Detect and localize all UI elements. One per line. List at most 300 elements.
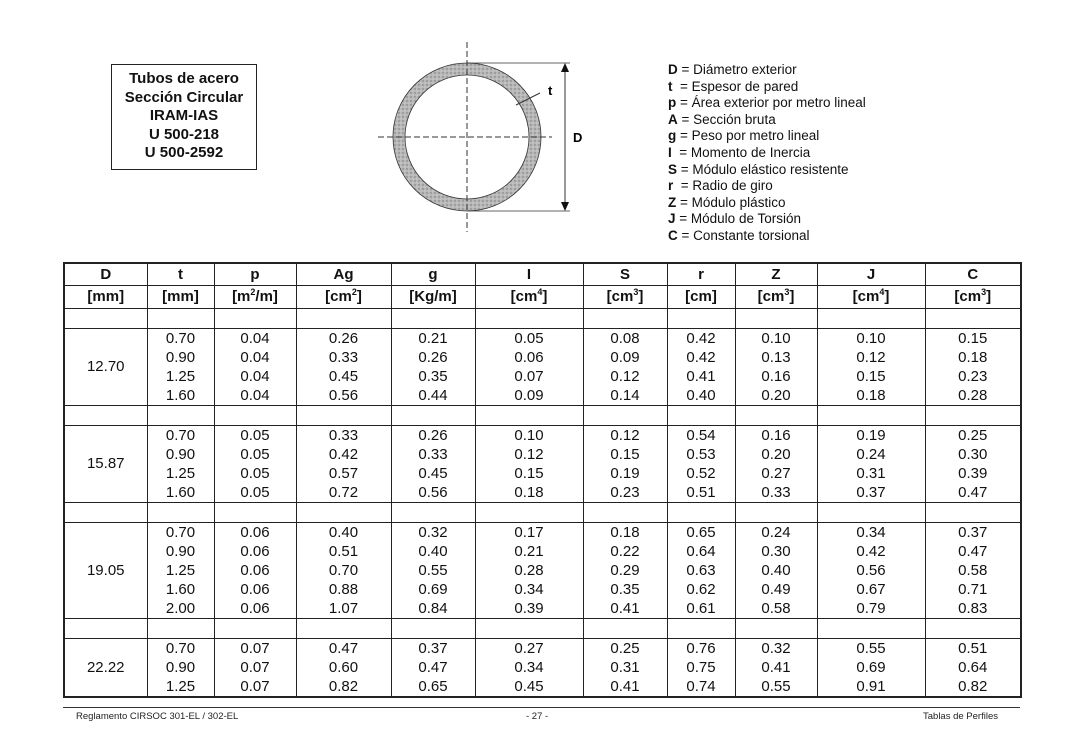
legend-text: = Momento de Inercia [675, 144, 811, 160]
value-cell: 0.04 [214, 367, 296, 386]
spacer-cell [475, 406, 583, 426]
value-cell: 0.42 [667, 329, 735, 349]
value-cell: 0.82 [296, 677, 391, 697]
spacer-cell [391, 406, 475, 426]
spacer-cell [475, 619, 583, 639]
value-cell: 0.26 [391, 426, 475, 446]
title-line: Tubos de acero [129, 70, 239, 87]
title-line: U 500-2592 [144, 144, 224, 161]
legend-item [668, 178, 866, 195]
value-cell: 0.09 [475, 386, 583, 406]
value-cell: 0.06 [475, 348, 583, 367]
unit-base: [cm [510, 288, 538, 305]
spacer-cell [925, 309, 1021, 329]
value-cell: 0.23 [925, 367, 1021, 386]
value-cell: 0.70 [147, 329, 214, 349]
value-cell: 0.06 [214, 561, 296, 580]
value-cell: 0.05 [214, 483, 296, 503]
value-cell: 0.67 [817, 580, 925, 599]
value-cell: 0.19 [583, 464, 667, 483]
title-line: IRAM-IAS [149, 107, 219, 124]
spacer-cell [64, 309, 147, 329]
unit-exponent: 4 [537, 287, 543, 297]
value-cell: 0.12 [583, 426, 667, 446]
value-cell: 1.25 [147, 367, 214, 386]
spacer-cell [925, 406, 1021, 426]
legend-symbol: I [668, 144, 672, 160]
value-cell: 0.72 [296, 483, 391, 503]
legend-item [668, 195, 866, 212]
value-cell: 0.05 [475, 329, 583, 349]
diameter-cell: 15.87 [64, 426, 147, 503]
spacer-cell [391, 309, 475, 329]
spacer-cell [147, 309, 214, 329]
title-box [111, 64, 257, 170]
legend-text: = Peso por metro lineal [680, 128, 820, 144]
value-cell: 0.69 [391, 580, 475, 599]
value-cell: 0.39 [475, 599, 583, 619]
value-cell: 0.15 [475, 464, 583, 483]
footer-rule [63, 707, 1020, 708]
value-cell: 0.07 [475, 367, 583, 386]
unit-cell [296, 286, 391, 309]
unit-exponent: 3 [633, 287, 639, 297]
value-cell: 0.42 [817, 542, 925, 561]
value-cell: 0.07 [214, 639, 296, 659]
table-row [64, 483, 1021, 503]
spacer-row [64, 309, 1021, 329]
unit-exponent: 2 [351, 287, 357, 297]
header-row [64, 263, 1021, 286]
spacer-cell [147, 503, 214, 523]
legend-text: = Sección bruta [681, 111, 776, 127]
value-cell: 0.10 [817, 329, 925, 349]
value-cell: 1.60 [147, 483, 214, 503]
value-cell: 0.65 [667, 523, 735, 543]
table-row [64, 348, 1021, 367]
value-cell: 0.05 [214, 445, 296, 464]
value-cell: 0.30 [735, 542, 817, 561]
table-row [64, 445, 1021, 464]
value-cell: 0.12 [475, 445, 583, 464]
value-cell: 0.51 [667, 483, 735, 503]
spacer-cell [925, 619, 1021, 639]
spacer-cell [147, 406, 214, 426]
column-header: g [391, 263, 475, 286]
value-cell: 0.23 [583, 483, 667, 503]
column-header: Z [735, 263, 817, 286]
value-cell: 0.26 [296, 329, 391, 349]
spacer-cell [817, 619, 925, 639]
value-cell: 0.34 [817, 523, 925, 543]
value-cell: 1.07 [296, 599, 391, 619]
unit-cell [667, 286, 735, 309]
value-cell: 1.25 [147, 464, 214, 483]
spacer-cell [583, 503, 667, 523]
value-cell: 0.25 [925, 426, 1021, 446]
value-cell: 0.44 [391, 386, 475, 406]
spacer-cell [296, 619, 391, 639]
unit-base: [cm [852, 288, 880, 305]
table-row [64, 523, 1021, 543]
value-cell: 0.15 [583, 445, 667, 464]
value-cell: 0.18 [817, 386, 925, 406]
value-cell: 0.52 [667, 464, 735, 483]
legend-text: = Diámetro exterior [681, 62, 797, 77]
value-cell: 0.82 [925, 677, 1021, 697]
value-cell: 0.45 [475, 677, 583, 697]
value-cell: 0.40 [735, 561, 817, 580]
column-header: C [925, 263, 1021, 286]
legend-item [668, 228, 866, 245]
unit-exponent: 3 [981, 287, 987, 297]
spacer-cell [296, 309, 391, 329]
value-cell: 0.16 [735, 367, 817, 386]
table-row [64, 464, 1021, 483]
value-cell: 0.26 [391, 348, 475, 367]
spacer-cell [214, 406, 296, 426]
value-cell: 0.56 [391, 483, 475, 503]
unit-cell [391, 286, 475, 309]
value-cell: 0.05 [214, 464, 296, 483]
value-cell: 0.29 [583, 561, 667, 580]
spacer-row [64, 503, 1021, 523]
table-row [64, 542, 1021, 561]
value-cell: 0.90 [147, 658, 214, 677]
table-row [64, 677, 1021, 697]
value-cell: 0.64 [925, 658, 1021, 677]
unit-tail: /m] [255, 288, 278, 305]
value-cell: 0.37 [817, 483, 925, 503]
value-cell: 0.70 [147, 523, 214, 543]
value-cell: 0.49 [735, 580, 817, 599]
spacer-cell [64, 406, 147, 426]
spacer-cell [147, 619, 214, 639]
unit-cell [735, 286, 817, 309]
value-cell: 0.21 [391, 329, 475, 349]
value-cell: 0.35 [391, 367, 475, 386]
value-cell: 0.04 [214, 348, 296, 367]
value-cell: 0.40 [667, 386, 735, 406]
value-cell: 0.41 [735, 658, 817, 677]
unit-tail: ] [542, 288, 548, 305]
value-cell: 0.61 [667, 599, 735, 619]
value-cell: 0.74 [667, 677, 735, 697]
value-cell: 0.45 [296, 367, 391, 386]
value-cell: 0.55 [391, 561, 475, 580]
unit-exponent: 2 [250, 287, 256, 297]
column-header: D [64, 263, 147, 286]
unit-base: [m [232, 288, 251, 305]
table-row [64, 386, 1021, 406]
value-cell: 0.33 [296, 426, 391, 446]
value-cell: 0.65 [391, 677, 475, 697]
value-cell: 0.24 [735, 523, 817, 543]
table-row [64, 561, 1021, 580]
value-cell: 0.10 [735, 329, 817, 349]
value-cell: 0.40 [391, 542, 475, 561]
table-row [64, 599, 1021, 619]
column-header: I [475, 263, 583, 286]
table-row [64, 329, 1021, 349]
value-cell: 0.25 [583, 639, 667, 659]
value-cell: 0.76 [667, 639, 735, 659]
spacer-cell [475, 309, 583, 329]
spacer-row [64, 406, 1021, 426]
value-cell: 0.31 [817, 464, 925, 483]
value-cell: 0.75 [667, 658, 735, 677]
value-cell: 0.58 [735, 599, 817, 619]
value-cell: 0.45 [391, 464, 475, 483]
unit-base: [cm [325, 288, 352, 305]
spacer-cell [214, 619, 296, 639]
value-cell: 0.34 [475, 658, 583, 677]
unit-cell [583, 286, 667, 309]
value-cell: 0.16 [735, 426, 817, 446]
unit-cell [214, 286, 296, 309]
value-cell: 0.42 [667, 348, 735, 367]
value-cell: 0.08 [583, 329, 667, 349]
unit-base: [cm [606, 288, 634, 305]
value-cell: 0.58 [925, 561, 1021, 580]
diameter-label: D [573, 130, 583, 145]
unit-tail: ] [789, 288, 795, 305]
value-cell: 0.28 [475, 561, 583, 580]
column-header: p [214, 263, 296, 286]
value-cell: 0.24 [817, 445, 925, 464]
spacer-cell [214, 503, 296, 523]
spacer-cell [667, 309, 735, 329]
legend-text: = Radio de giro [677, 178, 773, 194]
spacer-row [64, 619, 1021, 639]
title-line: Sección Circular [124, 88, 244, 106]
properties-table [63, 262, 1022, 698]
value-cell: 0.60 [296, 658, 391, 677]
legend-symbol: A [668, 111, 678, 127]
value-cell: 0.84 [391, 599, 475, 619]
value-cell: 0.18 [583, 523, 667, 543]
table-row [64, 367, 1021, 386]
value-cell: 0.20 [735, 386, 817, 406]
spacer-cell [667, 503, 735, 523]
legend-item [668, 145, 866, 162]
spacer-cell [64, 619, 147, 639]
value-cell: 0.90 [147, 348, 214, 367]
legend-item [668, 112, 866, 129]
legend-text: = Módulo elástico resistente [680, 161, 849, 177]
symbol-legend [668, 62, 866, 245]
value-cell: 0.27 [475, 639, 583, 659]
legend-item [668, 162, 866, 179]
value-cell: 0.53 [667, 445, 735, 464]
legend-symbol: D [668, 62, 678, 77]
value-cell: 0.06 [214, 542, 296, 561]
value-cell: 0.37 [391, 639, 475, 659]
value-cell: 0.41 [583, 677, 667, 697]
unit-base: [cm] [685, 288, 717, 305]
units-row [64, 286, 1021, 309]
diameter-cell: 22.22 [64, 639, 147, 698]
value-cell: 0.42 [296, 445, 391, 464]
legend-text: = Módulo de Torsión [679, 211, 801, 227]
column-header: Ag [296, 263, 391, 286]
value-cell: 0.41 [667, 367, 735, 386]
unit-tail: ] [356, 288, 362, 305]
value-cell: 0.04 [214, 329, 296, 349]
legend-symbol: Z [668, 194, 677, 210]
value-cell: 0.17 [475, 523, 583, 543]
value-cell: 0.15 [925, 329, 1021, 349]
column-header: J [817, 263, 925, 286]
value-cell: 0.90 [147, 542, 214, 561]
value-cell: 0.31 [583, 658, 667, 677]
unit-base: [cm [954, 288, 982, 305]
legend-text: = Módulo plástico [680, 194, 786, 210]
legend-symbol: C [668, 227, 678, 243]
value-cell: 0.32 [391, 523, 475, 543]
legend-text: = Área exterior por metro lineal [680, 95, 866, 111]
legend-item [668, 128, 866, 145]
value-cell: 0.37 [925, 523, 1021, 543]
value-cell: 0.10 [475, 426, 583, 446]
unit-base: [mm] [87, 288, 125, 305]
table-row [64, 580, 1021, 599]
footer-left: Reglamento CIRSOC 301-EL / 302-EL [76, 711, 239, 722]
value-cell: 0.47 [296, 639, 391, 659]
table-row [64, 658, 1021, 677]
legend-item [668, 211, 866, 228]
legend-symbol: p [668, 95, 677, 111]
unit-cell [147, 286, 214, 309]
value-cell: 0.27 [735, 464, 817, 483]
column-header: S [583, 263, 667, 286]
value-cell: 0.55 [735, 677, 817, 697]
value-cell: 0.28 [925, 386, 1021, 406]
value-cell: 1.25 [147, 677, 214, 697]
value-cell: 0.71 [925, 580, 1021, 599]
value-cell: 0.63 [667, 561, 735, 580]
title-line: U 500-218 [148, 125, 220, 143]
value-cell: 0.19 [817, 426, 925, 446]
value-cell: 0.79 [817, 599, 925, 619]
value-cell: 0.90 [147, 445, 214, 464]
spacer-cell [214, 309, 296, 329]
spacer-cell [583, 406, 667, 426]
value-cell: 0.51 [925, 639, 1021, 659]
value-cell: 0.39 [925, 464, 1021, 483]
value-cell: 0.14 [583, 386, 667, 406]
value-cell: 0.06 [214, 599, 296, 619]
spacer-cell [735, 406, 817, 426]
value-cell: 0.21 [475, 542, 583, 561]
value-cell: 1.60 [147, 580, 214, 599]
unit-tail: ] [638, 288, 644, 305]
table-row [64, 639, 1021, 659]
value-cell: 0.51 [296, 542, 391, 561]
spacer-cell [475, 503, 583, 523]
value-cell: 0.06 [214, 523, 296, 543]
value-cell: 0.33 [391, 445, 475, 464]
legend-symbol: r [668, 178, 674, 194]
value-cell: 0.33 [296, 348, 391, 367]
value-cell: 0.18 [925, 348, 1021, 367]
legend-item [668, 95, 866, 112]
legend-text: = Constante torsional [681, 227, 810, 243]
spacer-cell [817, 309, 925, 329]
unit-base: [cm [757, 288, 785, 305]
legend-item [668, 79, 866, 96]
spacer-cell [735, 309, 817, 329]
value-cell: 0.70 [147, 426, 214, 446]
legend-item [668, 62, 866, 79]
footer-right: Tablas de Perfiles [923, 711, 998, 722]
page-number: - 27 - [526, 711, 549, 722]
spacer-cell [817, 503, 925, 523]
value-cell: 0.13 [735, 348, 817, 367]
spacer-cell [667, 406, 735, 426]
table-row [64, 426, 1021, 446]
spacer-cell [925, 503, 1021, 523]
value-cell: 0.15 [817, 367, 925, 386]
legend-symbol: S [668, 161, 678, 177]
value-cell: 0.12 [583, 367, 667, 386]
value-cell: 0.33 [735, 483, 817, 503]
legend-symbol: J [668, 211, 676, 227]
value-cell: 0.47 [391, 658, 475, 677]
value-cell: 0.04 [214, 386, 296, 406]
spacer-cell [296, 503, 391, 523]
value-cell: 0.30 [925, 445, 1021, 464]
spacer-cell [391, 619, 475, 639]
value-cell: 0.47 [925, 483, 1021, 503]
value-cell: 0.55 [817, 639, 925, 659]
value-cell: 0.83 [925, 599, 1021, 619]
value-cell: 0.18 [475, 483, 583, 503]
value-cell: 0.41 [583, 599, 667, 619]
unit-exponent: 4 [879, 287, 885, 297]
value-cell: 0.91 [817, 677, 925, 697]
spacer-cell [64, 503, 147, 523]
tube-section-figure [370, 40, 610, 240]
spacer-cell [817, 406, 925, 426]
spacer-cell [583, 619, 667, 639]
legend-symbol: t [668, 78, 673, 94]
value-cell: 0.56 [817, 561, 925, 580]
value-cell: 0.34 [475, 580, 583, 599]
diameter-cell: 12.70 [64, 329, 147, 406]
value-cell: 0.64 [667, 542, 735, 561]
value-cell: 1.25 [147, 561, 214, 580]
unit-cell [475, 286, 583, 309]
value-cell: 0.62 [667, 580, 735, 599]
unit-tail: ] [884, 288, 890, 305]
legend-symbol: g [668, 128, 677, 144]
unit-cell [925, 286, 1021, 309]
value-cell: 0.22 [583, 542, 667, 561]
value-cell: 0.57 [296, 464, 391, 483]
value-cell: 0.70 [147, 639, 214, 659]
value-cell: 0.20 [735, 445, 817, 464]
value-cell: 0.70 [296, 561, 391, 580]
value-cell: 0.05 [214, 426, 296, 446]
unit-base: [mm] [162, 288, 199, 305]
spacer-cell [583, 309, 667, 329]
value-cell: 2.00 [147, 599, 214, 619]
value-cell: 0.35 [583, 580, 667, 599]
spacer-cell [296, 406, 391, 426]
value-cell: 0.47 [925, 542, 1021, 561]
value-cell: 0.12 [817, 348, 925, 367]
